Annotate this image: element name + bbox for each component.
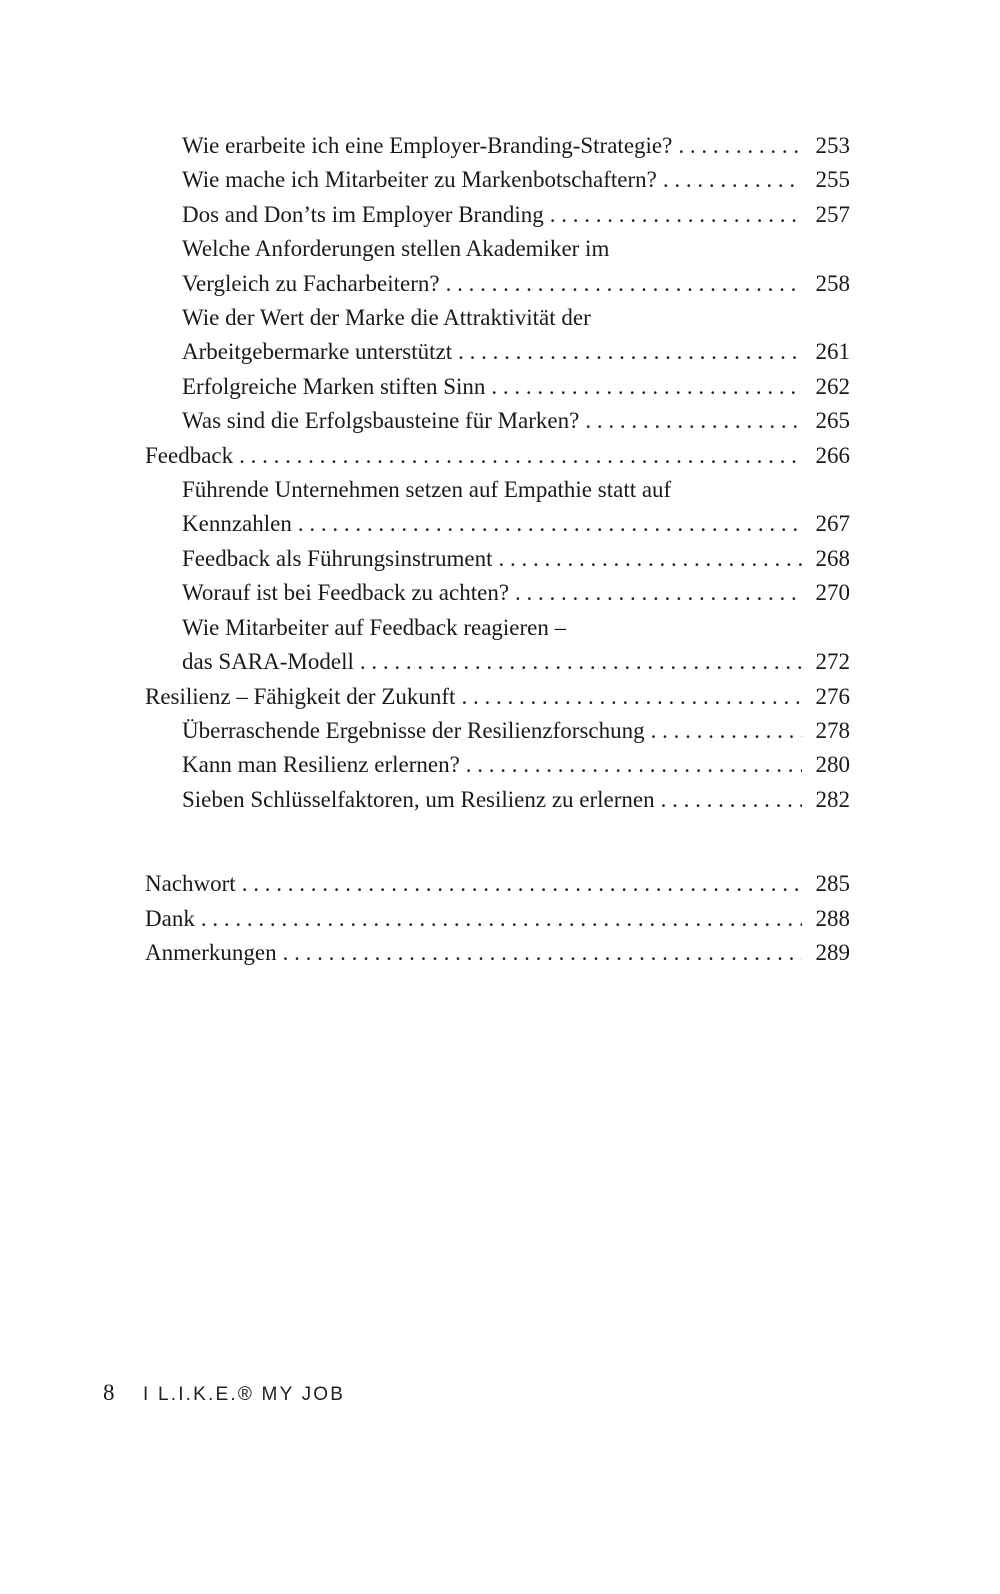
toc-entry-page-number: 272 <box>815 649 850 675</box>
toc-entry-title: Anmerkungen <box>145 939 277 965</box>
dot-leader <box>515 576 802 610</box>
toc-entry-row <box>182 267 850 301</box>
toc-entry-page-number: 253 <box>815 133 850 158</box>
toc-entry-page-number: 282 <box>815 786 850 812</box>
toc-entry-page-number: 255 <box>815 167 850 193</box>
dot-leader <box>298 507 802 541</box>
toc-entry-page-number: 289 <box>815 939 850 965</box>
toc-entry-title: Vergleich zu Facharbeitern? <box>182 270 440 296</box>
toc-entry-row <box>145 936 850 970</box>
toc-entry <box>145 576 850 610</box>
toc-entry <box>145 129 850 163</box>
toc-entry <box>145 370 850 404</box>
toc-entry-title: Nachwort <box>145 871 236 897</box>
toc-entry-page-number: 276 <box>815 683 850 709</box>
toc-entry <box>145 301 850 370</box>
toc-entry-row <box>182 576 850 610</box>
toc-entry-row <box>182 645 850 679</box>
dot-leader <box>239 439 802 473</box>
toc-entry-page-number: 261 <box>815 339 850 365</box>
toc-entry-title-line: Wie Mitarbeiter auf Feedback reagieren – <box>182 614 567 640</box>
toc-entry-page-number: 267 <box>815 511 850 537</box>
toc-entry-title: das SARA-Modell <box>182 649 354 675</box>
dot-leader <box>446 267 802 301</box>
toc-entry <box>145 867 850 901</box>
toc-entry-page-number: 278 <box>815 717 850 743</box>
dot-leader <box>283 936 802 970</box>
toc-entry-row <box>182 335 850 369</box>
dot-leader <box>466 748 802 782</box>
toc-entry-title: Feedback als Führungsinstrument <box>182 545 493 571</box>
toc-entry-page-number: 258 <box>815 270 850 296</box>
toc-entry-page-number: 265 <box>815 408 850 434</box>
toc-entry-page-number: 262 <box>815 373 850 399</box>
toc-entry-title: Feedback <box>145 442 234 468</box>
toc-entry <box>145 902 850 936</box>
toc-entry-row <box>182 370 850 404</box>
toc-entry-page-number: 270 <box>815 580 850 606</box>
toc-entry-title: Dank <box>145 905 195 931</box>
toc-entry-page-number: 285 <box>815 871 850 897</box>
dot-leader <box>585 404 802 438</box>
toc-entry-title: Was sind die Erfolgsbausteine für Marken? <box>182 408 580 434</box>
dot-leader <box>201 902 802 936</box>
toc-entry <box>145 748 850 782</box>
toc-entry-row <box>182 714 850 748</box>
toc-entry-row <box>145 902 850 936</box>
toc-entry <box>145 680 850 714</box>
toc-entry <box>145 163 850 197</box>
toc-entry-row <box>145 439 850 473</box>
toc-entry-title-line: Führende Unternehmen setzen auf Empathie statt auf <box>182 477 672 503</box>
running-title: I L.I.K.E.® MY JOB <box>143 1384 346 1405</box>
toc-entry <box>145 542 850 576</box>
toc-entry-title: Kennzahlen <box>182 511 292 537</box>
toc-entry-title: Erfolgreiche Marken stiften Sinn <box>182 373 486 399</box>
toc-entry-title-line: Wie der Wert der Marke die Attraktivität der <box>182 305 591 331</box>
toc-entry <box>145 473 850 542</box>
toc-entry-title: Überraschende Ergebnisse der Resilienzforschung <box>182 717 645 743</box>
toc-entry-title: Wie erarbeite ich eine Employer-Branding-Strategie? <box>182 133 673 158</box>
toc-entry-title-line: Welche Anforderungen stellen Akademiker im <box>182 236 610 262</box>
page-footer <box>103 1380 345 1406</box>
toc-entry <box>145 936 850 970</box>
toc-entry-title: Sieben Schlüsselfaktoren, um Resilienz zu erlernen <box>182 786 655 812</box>
toc-entry-page-number: 288 <box>815 905 850 931</box>
toc-entry-row <box>182 404 850 438</box>
toc-entry-row <box>182 748 850 782</box>
toc-entry <box>145 232 850 301</box>
toc-entry-row <box>182 783 850 817</box>
toc-entry <box>145 404 850 438</box>
dot-leader <box>461 680 802 714</box>
toc-entry-page-number: 268 <box>815 545 850 571</box>
toc-entry-row <box>182 507 850 541</box>
table-of-contents <box>145 129 850 970</box>
toc-entry <box>145 783 850 817</box>
toc-entry-row <box>145 680 850 714</box>
toc-entry <box>145 611 850 680</box>
toc-entry-title: Resilienz – Fähigkeit der Zukunft <box>145 683 456 709</box>
page-number: 8 <box>103 1380 115 1405</box>
toc-entry-row <box>182 163 850 197</box>
toc-entry <box>145 714 850 748</box>
toc-entry-title: Dos and Don’ts im Employer Branding <box>182 201 544 227</box>
toc-entry-title: Kann man Resilienz erlernen? <box>182 752 460 778</box>
toc-entry <box>145 439 850 473</box>
dot-leader <box>550 198 802 232</box>
toc-entry-title: Worauf ist bei Feedback zu achten? <box>182 580 510 606</box>
dot-leader <box>678 129 802 163</box>
dot-leader <box>661 783 802 817</box>
dot-leader <box>498 542 802 576</box>
toc-entry-page-number: 266 <box>815 442 850 468</box>
dot-leader <box>651 714 802 748</box>
toc-entry-row <box>182 542 850 576</box>
toc-entry <box>145 198 850 232</box>
dot-leader <box>242 867 802 901</box>
toc-entry-page-number: 257 <box>815 201 850 227</box>
dot-leader <box>458 335 802 369</box>
toc-entry-row <box>145 867 850 901</box>
toc-entry-title: Wie mache ich Mitarbeiter zu Markenbotschaftern? <box>182 167 657 193</box>
toc-entry-row <box>182 198 850 232</box>
dot-leader <box>663 163 802 197</box>
dot-leader <box>491 370 802 404</box>
toc-entry-title: Arbeitgebermarke unterstützt <box>182 339 453 365</box>
dot-leader <box>360 645 802 679</box>
toc-entry-row <box>182 129 850 163</box>
toc-entry-page-number: 280 <box>815 752 850 778</box>
